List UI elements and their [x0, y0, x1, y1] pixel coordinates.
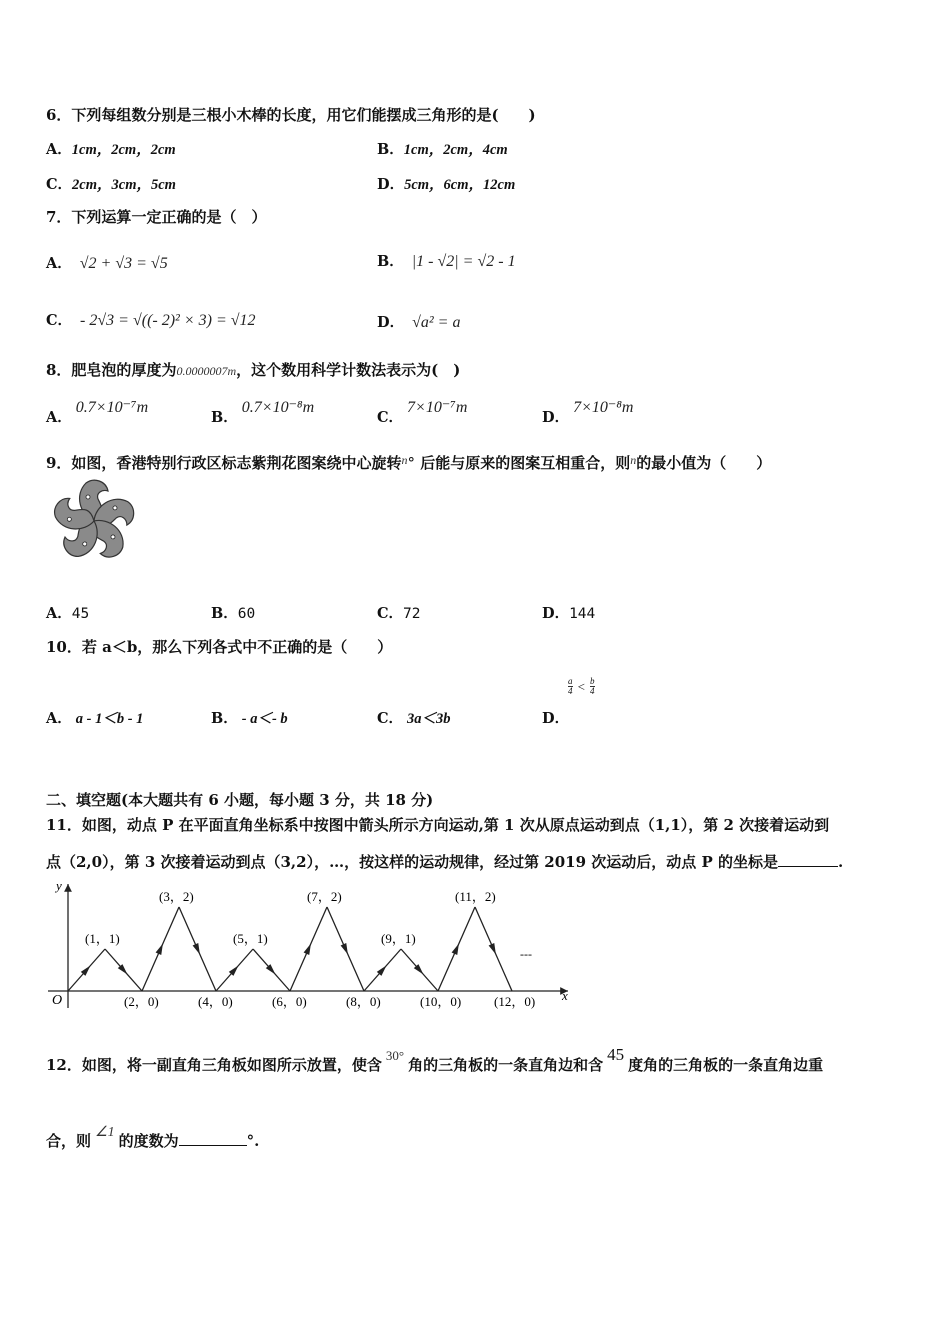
q12-line-2-post: °.: [246, 1132, 260, 1150]
q10-option-b-letter: B．: [211, 710, 238, 727]
q9-stem-post: 的最小值为（ ）: [636, 454, 772, 472]
q9-option-c-text: 72: [403, 606, 421, 622]
q9-option-a[interactable]: [46, 602, 89, 623]
q8-option-a[interactable]: [46, 396, 149, 426]
q12-answer-blank[interactable]: [179, 1131, 247, 1146]
x-axis-label: x: [562, 988, 568, 1003]
q9-option-c-letter: C．: [377, 605, 404, 622]
q8-option-b[interactable]: [211, 396, 315, 426]
q9-option-d[interactable]: [542, 602, 595, 623]
q7-option-d[interactable]: [377, 311, 460, 332]
q12-line-2-mid: 的度数为: [118, 1132, 179, 1150]
q11-line-1: 11．如图，动点 P 在平面直角坐标系中按图中箭头所示方向运动,第 1 次从原点运动到点（1,1），第 2 次接着运动到: [46, 816, 830, 834]
q9-option-d-letter: D．: [542, 605, 570, 622]
q10-option-d[interactable]: [542, 707, 569, 728]
q7-option-a-letter: A．: [46, 255, 72, 272]
q9-option-d-text: 144: [569, 606, 596, 622]
y-axis-label: y: [56, 878, 62, 893]
q8-option-a-formula: 0.7×10⁻⁷m: [75, 399, 149, 416]
direction-arrow: [193, 943, 200, 954]
q10-option-c[interactable]: [377, 707, 451, 728]
q8-stem-pre: 8．肥皂泡的厚度为: [46, 361, 177, 379]
q12-angle-1: ∠1: [95, 1125, 115, 1140]
q7-option-d-formula: √a² = a: [412, 314, 461, 331]
q9-option-c[interactable]: [377, 602, 421, 623]
q6-option-a-text: 1cm，2cm，2cm: [71, 142, 176, 158]
q7-option-c-formula: - 2√3 = √((- 2)² × 3) = √12: [80, 312, 256, 329]
peak-coordinate-label: (11，2): [455, 889, 496, 904]
section-2-title: 二、填空题(本大题共有 6 小题，每小题 3 分，共 18 分): [46, 791, 434, 809]
direction-arrow: [341, 943, 348, 954]
q7-option-c-letter: C．: [46, 312, 73, 329]
q6-option-a[interactable]: [46, 138, 176, 159]
q9-stem: [46, 452, 771, 473]
q7-option-d-letter: D．: [377, 314, 405, 331]
q12-line-1: [46, 1045, 824, 1075]
q7-option-c[interactable]: [46, 309, 256, 330]
q9-n2: n: [630, 453, 637, 467]
direction-arrow: [156, 944, 163, 955]
origin-label: O: [52, 993, 63, 1008]
q9-stem-pre: 9．如图，香港特别行政区标志紫荆花图案绕中心旋转: [46, 454, 402, 472]
q10-frac-a: $\frac{a}{4}$: [568, 676, 573, 696]
base-coordinate-label: (12，0): [494, 994, 536, 1009]
q7-option-b-formula: |1 - √2| = √2 - 1: [411, 253, 516, 270]
q11-line-2-end: .: [838, 853, 844, 871]
peak-coordinate-label: (7，2): [307, 889, 342, 904]
q12-line-2: [46, 1125, 260, 1151]
q10-option-a[interactable]: [46, 707, 143, 728]
q12-angle-30: 30°: [385, 1048, 405, 1063]
q8-option-a-letter: A．: [46, 409, 72, 426]
q8-option-c-letter: C．: [377, 409, 404, 426]
q9-option-b-letter: B．: [211, 605, 238, 622]
q8-stem-post: ，这个数用科学计数法表示为( ): [236, 361, 461, 379]
q6-option-b-letter: B．: [377, 141, 404, 158]
q9-n1: n: [401, 453, 408, 467]
q6-option-b-text: 1cm，2cm，4cm: [403, 142, 508, 158]
peak-coordinate-label: (1，1): [85, 931, 120, 946]
q9-stem-mid: 后能与原来的图案互相重合，则: [420, 454, 631, 472]
q8-option-d-formula: 7×10⁻⁸m: [573, 399, 634, 416]
q10-option-c-letter: C．: [377, 710, 404, 727]
q8-option-c[interactable]: [377, 396, 468, 426]
q9-option-b[interactable]: [211, 602, 255, 623]
q8-stem: [46, 359, 460, 380]
q9-option-a-text: 45: [71, 606, 90, 622]
q10-option-a-letter: A．: [46, 710, 72, 727]
base-coordinate-label: (10，0): [420, 994, 462, 1009]
q10-option-d-formula: [568, 676, 595, 696]
q8-option-d-letter: D．: [542, 409, 570, 426]
q6-option-d[interactable]: [377, 173, 515, 194]
continuation-dots: ---: [520, 947, 532, 961]
base-coordinate-label: (2，0): [124, 994, 159, 1009]
q10-option-c-text: 3a＜3b: [407, 711, 451, 727]
direction-arrow: [304, 944, 311, 955]
q8-option-c-formula: 7×10⁻⁷m: [407, 399, 468, 416]
q6-option-c[interactable]: [46, 173, 176, 194]
q11-line-2: [46, 851, 843, 872]
q8-option-b-formula: 0.7×10⁻⁸m: [241, 399, 315, 416]
q10-option-b-text: - a＜- b: [241, 711, 288, 727]
q12-line-2-pre: 合，则: [46, 1132, 92, 1150]
q7-option-b-letter: B．: [377, 253, 404, 270]
direction-arrow: [452, 944, 459, 955]
q9-option-b-text: 60: [237, 606, 256, 622]
q6-option-c-letter: C．: [46, 176, 73, 193]
q6-option-b[interactable]: [377, 138, 508, 159]
q8-option-d[interactable]: [542, 396, 634, 426]
peak-coordinate-label: (9，1): [381, 931, 416, 946]
q6-option-d-letter: D．: [377, 176, 405, 193]
q6-option-d-text: 5cm，6cm，12cm: [404, 177, 516, 193]
q7-option-a[interactable]: [46, 252, 168, 273]
q6-option-a-letter: A．: [46, 141, 72, 158]
peak-coordinate-label: (3，2): [159, 889, 194, 904]
q12-line-1-post: 度角的三角板的一条直角边重: [628, 1056, 824, 1074]
q8-stem-value: 0.0000007m: [176, 364, 237, 378]
q10-option-d-letter: D．: [542, 710, 570, 727]
zigzag-path-figure: [44, 878, 576, 1016]
q10-less-than: <: [577, 679, 585, 694]
q10-option-b[interactable]: [211, 707, 288, 728]
base-coordinate-label: (4，0): [198, 994, 233, 1009]
q7-option-a-formula: √2 + √3 = √5: [79, 255, 168, 272]
q9-degree: °: [407, 454, 415, 472]
bauhinia-flower-figure: [48, 476, 140, 566]
q10-option-a-text: a - 1＜b - 1: [75, 711, 144, 727]
q7-stem: 7．下列运算一定正确的是（ ）: [46, 208, 267, 226]
q12-angle-45: 45: [607, 1045, 625, 1064]
q12-line-1-mid: 角的三角板的一条直角边和含: [408, 1056, 604, 1074]
q11-answer-blank[interactable]: [778, 852, 838, 867]
q12-line-1-pre: 12．如图，将一副直角三角板如图所示放置，使含: [46, 1056, 382, 1074]
q7-option-b[interactable]: [377, 250, 516, 271]
q10-stem: 10．若 a＜b，那么下列各式中不正确的是（ ）: [46, 638, 393, 656]
base-coordinate-label: (6，0): [272, 994, 307, 1009]
q10-frac-b: $\frac{b}{4}$: [590, 676, 595, 696]
direction-arrow: [489, 943, 496, 954]
q8-option-b-letter: B．: [211, 409, 238, 426]
q6-stem: 6．下列每组数分别是三根小木棒的长度，用它们能摆成三角形的是( ): [46, 106, 536, 124]
q6-option-c-text: 2cm，3cm，5cm: [72, 177, 176, 193]
q9-option-a-letter: A．: [46, 605, 72, 622]
base-coordinate-label: (8，0): [346, 994, 381, 1009]
q11-line-2-text: 点（2,0），第 3 次接着运动到点（3,2），…，按这样的运动规律，经过第 2019 次运动后，动点 P 的坐标是: [46, 853, 778, 871]
peak-coordinate-label: (5，1): [233, 931, 268, 946]
